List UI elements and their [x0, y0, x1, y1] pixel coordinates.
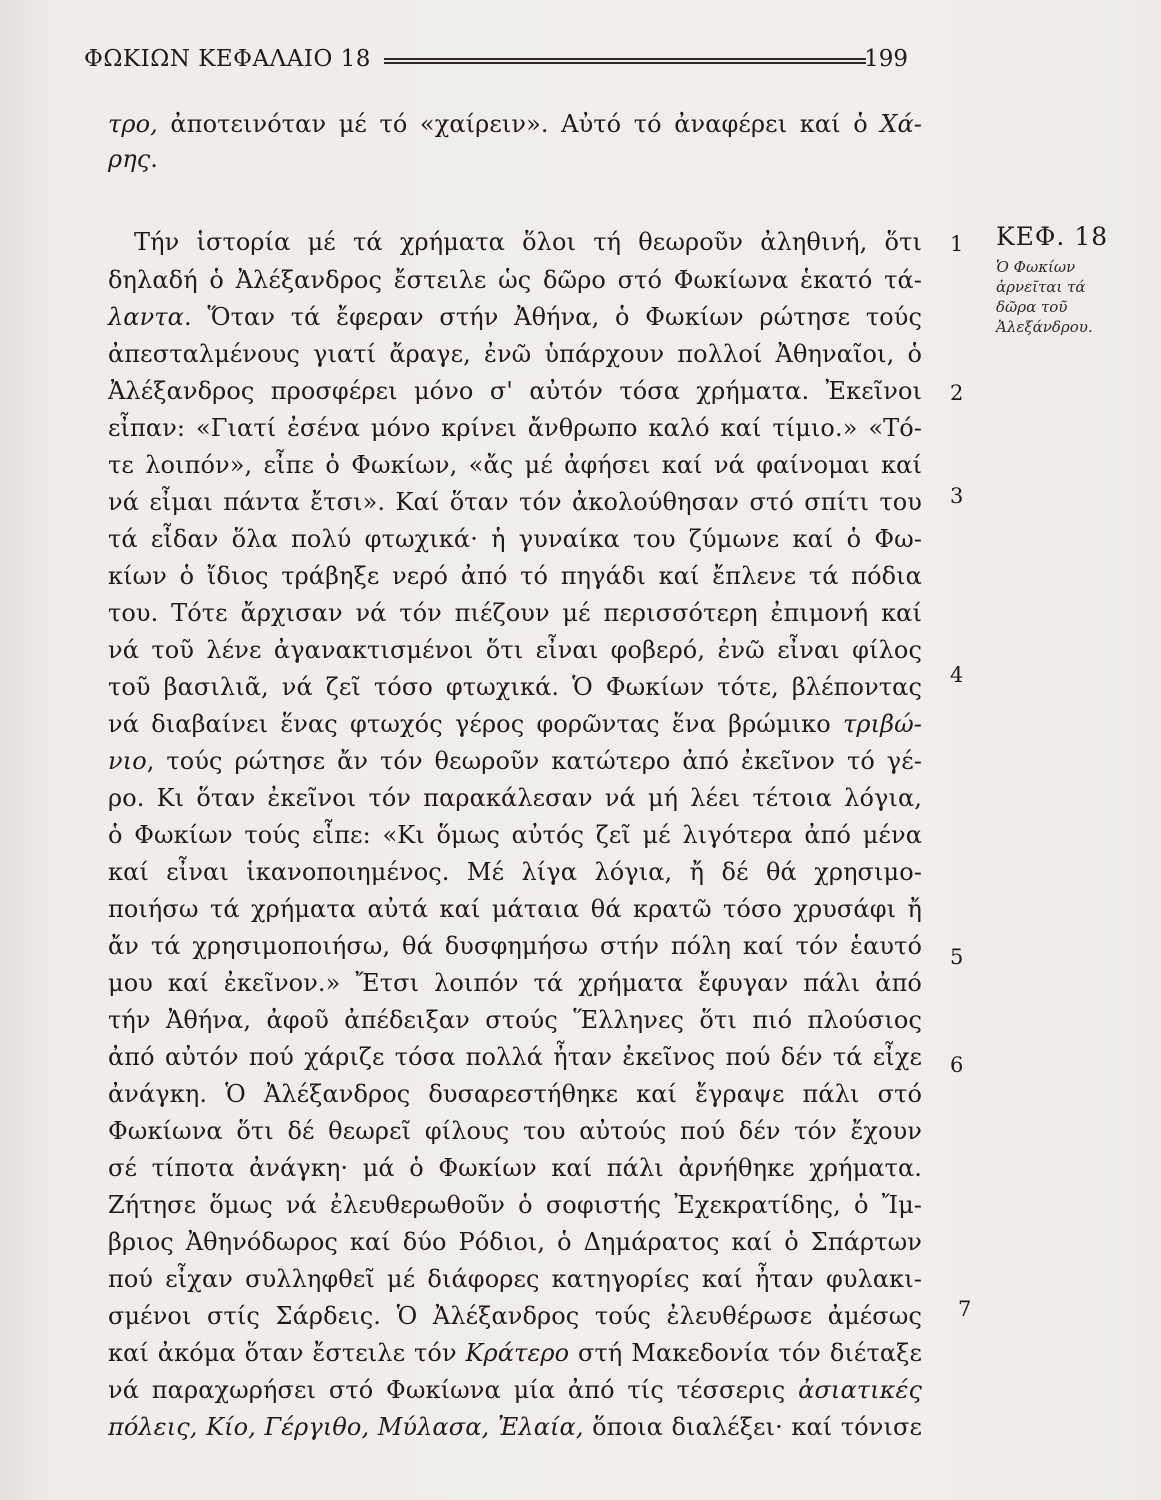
text-line: Τήν ἱστορία μέ τά χρήματα ὅλοι τή θεωροῦν ἀληθινή, ὅτι [134, 228, 922, 256]
text-line: του. Τότε ἄρχισαν νά τόν πιέζουν μέ περισσότερη ἐπιμονή καί [108, 599, 922, 627]
text-line: μου καί ἐκεῖνον.» Ἔτσι λοιπόν τά χρήματα ἔφυγαν πάλι ἀπό [108, 969, 922, 997]
text-line: ἀνάγκη. Ὁ Ἀλέξανδρος δυσαρεστήθηκε καί ἔγραψε πάλι στό [108, 1080, 922, 1108]
header-rule [384, 58, 866, 64]
section-number: 4 [950, 663, 964, 687]
text-line: Ἀλέξανδρος προσφέρει μόνο σ' αὐτόν τόσα χρήματα. Ἐκεῖνοι [108, 377, 922, 405]
italic-word: λαντα [108, 303, 184, 331]
text-line: πόλεις, Κίο, Γέργιθο, Μύλασα, Ἐλαία, ὅποια διαλέξει· καί τόνισε [108, 1413, 922, 1441]
text-line: ρο. Κι ὅταν ἐκεῖνοι τόν παρακάλεσαν νά μή λέει τέτοια λόγια, [108, 784, 922, 812]
text-line: Ζήτησε ὅμως νά ἐλευθερωθοῦν ὁ σοφιστής Ἐχεκρατίδης, ὁ Ἴμ- [108, 1191, 922, 1219]
chapter-summary: Ὁ Φωκίων ἀρνεῖται τά δῶρα τοῦ Ἀλεξάνδρου. [996, 258, 1093, 336]
text-line: τρο, ἀποτεινόταν μέ τό «χαίρειν». Αὐτό τό ἀναφέρει καί ὁ Χά- [108, 110, 922, 138]
text-line: νά παραχωρήσει στό Φωκίωνα μία ἀπό τίς τέσσερις ἀσιατικές [108, 1376, 922, 1404]
text-line [108, 303, 922, 331]
section-number: 6 [950, 1053, 964, 1077]
section-number: 2 [950, 381, 964, 405]
text-line: δηλαδή ὁ Ἀλέξανδρος ἔστειλε ὡς δῶρο στό Φωκίωνα ἑκατό τά- [108, 266, 922, 294]
marginal-note [996, 222, 1156, 337]
section-number: 7 [958, 1297, 972, 1321]
text-line: καί εἶναι ἱκανοποιημένος. Μέ λίγα λόγια, ἤ δέ θά χρησιμο- [108, 858, 922, 886]
text-line: πού εἶχαν συλληφθεῖ μέ διάφορες κατηγορίες καί ἦταν φυλακι- [108, 1265, 922, 1293]
text-line: νιο, τούς ρώτησε ἄν τόν θεωροῦν κατώτερο ἀπό ἐκεῖνον τό γέ- [108, 747, 922, 775]
text-line: ρης. [108, 145, 158, 173]
text-line: σμένοι στίς Σάρδεις. Ὁ Ἀλέξανδρος τούς ἐλευθέρωσε ἀμέσως [108, 1302, 922, 1330]
text-line: νά εἶμαι πάντα ἔτσι». Καί ὅταν τόν ἀκολούθησαν στό σπίτι του [108, 488, 922, 516]
chapter-label: ΚΕΦ. 18 [996, 222, 1109, 251]
text-line: ἀπεσταλμένους γιατί ἄραγε, ἐνῶ ὑπάρχουν πολλοί Ἀθηναῖοι, ὁ [108, 340, 922, 368]
text-line: ὁ Φωκίων τούς εἶπε: «Κι ὅμως αὐτός ζεῖ μέ λιγότερα ἀπό μένα [108, 821, 922, 849]
section-number: 5 [950, 945, 964, 969]
text-line: καί ἀκόμα ὅταν ἔστειλε τόν Κράτερο στή Μακεδονία τόν διέταξε [108, 1339, 922, 1367]
line-rest: . Ὅταν τά ἔφεραν στήν Ἀθήνα, ὁ Φωκίων ρώτησε τούς [184, 303, 922, 331]
page-number: 199 [864, 46, 908, 72]
text-line: Φωκίωνα ὅτι δέ θεωρεῖ φίλους του αὐτούς πού δέν τόν ἔχουν [108, 1117, 922, 1145]
running-title: ΦΩΚΙΩΝ ΚΕΦΑΛΑΙΟ 18 [84, 46, 371, 72]
page-header [84, 44, 908, 80]
text-line: σέ τίποτα ἀνάγκη· μά ὁ Φωκίων καί πάλι ἀρνήθηκε χρήματα. [108, 1154, 922, 1182]
text-line: τήν Ἀθήνα, ἀφοῦ ἀπέδειξαν στούς Ἕλληνες ὅτι πιό πλούσιος [108, 1006, 922, 1034]
text-line: εἶπαν: «Γιατί ἐσένα μόνο κρίνει ἄνθρωπο καλό καί τίμιο.» «Τό- [108, 414, 922, 442]
section-number: 3 [950, 484, 964, 508]
text-line: ἄν τά χρησιμοποιήσω, θά δυσφημήσω στήν πόλη καί τόν ἑαυτό [108, 932, 922, 960]
text-line: κίων ὁ ἴδιος τράβηξε νερό ἀπό τό πηγάδι καί ἔπλενε τά πόδια [108, 562, 922, 590]
text-line: τοῦ βασιλιᾶ, νά ζεῖ τόσο φτωχικά. Ὁ Φωκίων τότε, βλέποντας [108, 673, 922, 701]
text-line: ἀπό αὐτόν πού χάριζε τόσα πολλά ἦταν ἐκεῖνος πού δέν τά εἶχε [108, 1043, 922, 1071]
text-line: βριος Ἀθηνόδωρος καί δύο Ρόδιοι, ὁ Δημάρατος καί ὁ Σπάρτων [108, 1228, 922, 1256]
text-line: νά διαβαίνει ἕνας φτωχός γέρος φορῶντας ἕνα βρώμικο τριβώ- [108, 710, 922, 738]
section-number: 1 [950, 232, 964, 256]
text-line: νά τοῦ λένε ἀγανακτισμένοι ὅτι εἶναι φοβερό, ἐνῶ εἶναι φίλος [108, 636, 922, 664]
text-line: ποιήσω τά χρήματα αὐτά καί μάταια θά κρατῶ τόσο χρυσάφι ἤ [108, 895, 922, 923]
text-line: τά εἶδαν ὅλα πολύ φτωχικά· ἡ γυναίκα του ζύμωνε καί ὁ Φω- [108, 525, 922, 553]
text-line: τε λοιπόν», εἶπε ὁ Φωκίων, «ἄς μέ ἀφήσει καί νά φαίνομαι καί [108, 451, 922, 479]
